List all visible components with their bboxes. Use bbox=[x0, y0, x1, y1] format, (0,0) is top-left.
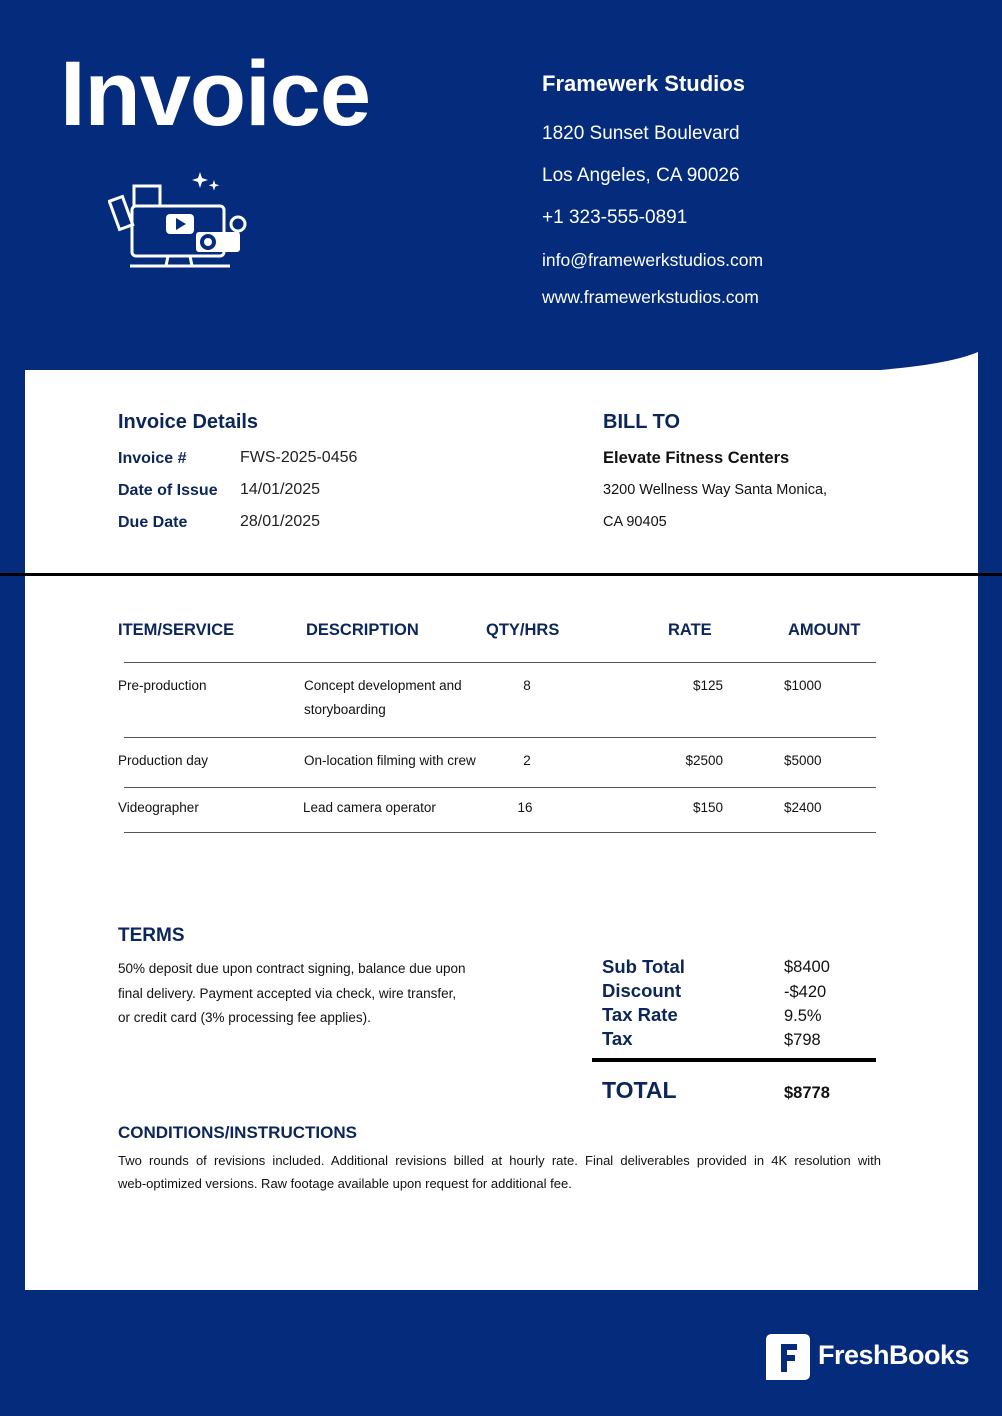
discount-label: Discount bbox=[602, 980, 682, 1001]
column-header-description: DESCRIPTION bbox=[306, 621, 419, 639]
tax-rate-label: Tax Rate bbox=[602, 1004, 678, 1025]
table-rule bbox=[124, 787, 876, 788]
total-label: TOTAL bbox=[602, 1077, 677, 1103]
row-description-line2: storyboarding bbox=[304, 702, 386, 717]
company-name: Framewerk Studios bbox=[542, 71, 745, 96]
freshbooks-f-icon bbox=[766, 1334, 810, 1380]
terms-line2: final delivery. Payment accepted via check, wire transfer, bbox=[118, 986, 457, 1001]
row-qty: 8 bbox=[523, 678, 531, 693]
row-rate: $125 bbox=[692, 678, 723, 693]
column-header-amount: AMOUNT bbox=[788, 621, 861, 639]
client-address-line1: 3200 Wellness Way Santa Monica, bbox=[603, 482, 828, 498]
row-description-line1: Lead camera operator bbox=[303, 800, 436, 815]
conditions-heading: CONDITIONS/INSTRUCTIONS bbox=[118, 1123, 357, 1142]
company-email[interactable]: info@framewerkstudios.com bbox=[542, 250, 764, 270]
conditions-line1: Two rounds of revisions included. Additional revisions billed at hourly rate. Final deliverables provided in 4K resolution with bbox=[118, 1153, 881, 1168]
row-amount: $5000 bbox=[784, 753, 822, 768]
invoice-title: Invoice bbox=[60, 43, 371, 145]
column-header-item: ITEM/SERVICE bbox=[118, 621, 235, 639]
client-address-line2: CA 90405 bbox=[603, 514, 667, 530]
table-rule bbox=[124, 737, 876, 738]
terms-heading: TERMS bbox=[118, 925, 185, 946]
subtotal-value: $8400 bbox=[784, 958, 830, 976]
bill-to-heading: BILL TO bbox=[603, 411, 681, 433]
column-header-rate: RATE bbox=[668, 621, 712, 639]
row-amount: $2400 bbox=[784, 800, 822, 815]
company-phone: +1 323-555-0891 bbox=[542, 207, 688, 228]
tax-value: $798 bbox=[784, 1031, 821, 1049]
row-amount: $1000 bbox=[784, 678, 822, 693]
company-address-line1: 1820 Sunset Boulevard bbox=[542, 123, 740, 144]
total-rule bbox=[592, 1058, 876, 1062]
invoice-details-heading: Invoice Details bbox=[118, 411, 259, 433]
client-name: Elevate Fitness Centers bbox=[603, 449, 790, 467]
tax-rate-value: 9.5% bbox=[784, 1007, 822, 1025]
row-item: Videographer bbox=[118, 800, 199, 815]
issue-date-label: Date of Issue bbox=[118, 482, 218, 499]
conditions-line2: web-optimized versions. Raw footage available upon request for additional fee. bbox=[118, 1176, 572, 1191]
invoice-number-value: FWS-2025-0456 bbox=[240, 449, 358, 466]
row-description-line1: Concept development and bbox=[304, 678, 462, 693]
table-rule bbox=[124, 662, 876, 663]
row-qty: 2 bbox=[523, 753, 531, 768]
row-item: Production day bbox=[118, 753, 209, 768]
column-header-qty: QTY/HRS bbox=[486, 621, 560, 639]
due-date-label: Due Date bbox=[118, 514, 188, 531]
section-divider bbox=[0, 573, 1002, 576]
invoice-number-label: Invoice # bbox=[118, 450, 187, 467]
due-date-value: 28/01/2025 bbox=[240, 513, 321, 530]
row-rate: $150 bbox=[692, 800, 723, 815]
company-address-line2: Los Angeles, CA 90026 bbox=[542, 165, 740, 186]
terms-line1: 50% deposit due upon contract signing, balance due upon bbox=[118, 961, 466, 976]
terms-line3: or credit card (3% processing fee applies). bbox=[118, 1010, 371, 1025]
subtotal-label: Sub Total bbox=[602, 956, 685, 977]
discount-value: -$420 bbox=[784, 983, 827, 1001]
video-production-icon bbox=[108, 168, 250, 272]
row-description-line1: On-location filming with crew bbox=[304, 753, 476, 768]
freshbooks-brand: FreshBooks bbox=[818, 1340, 970, 1370]
table-rule bbox=[124, 832, 876, 833]
tax-label: Tax bbox=[602, 1028, 633, 1049]
row-rate: $2500 bbox=[685, 753, 723, 768]
company-website[interactable]: www.framewerkstudios.com bbox=[542, 287, 759, 307]
row-item: Pre-production bbox=[118, 678, 207, 693]
row-qty: 16 bbox=[517, 800, 533, 815]
total-value: $8778 bbox=[784, 1084, 830, 1102]
issue-date-value: 14/01/2025 bbox=[240, 481, 321, 498]
